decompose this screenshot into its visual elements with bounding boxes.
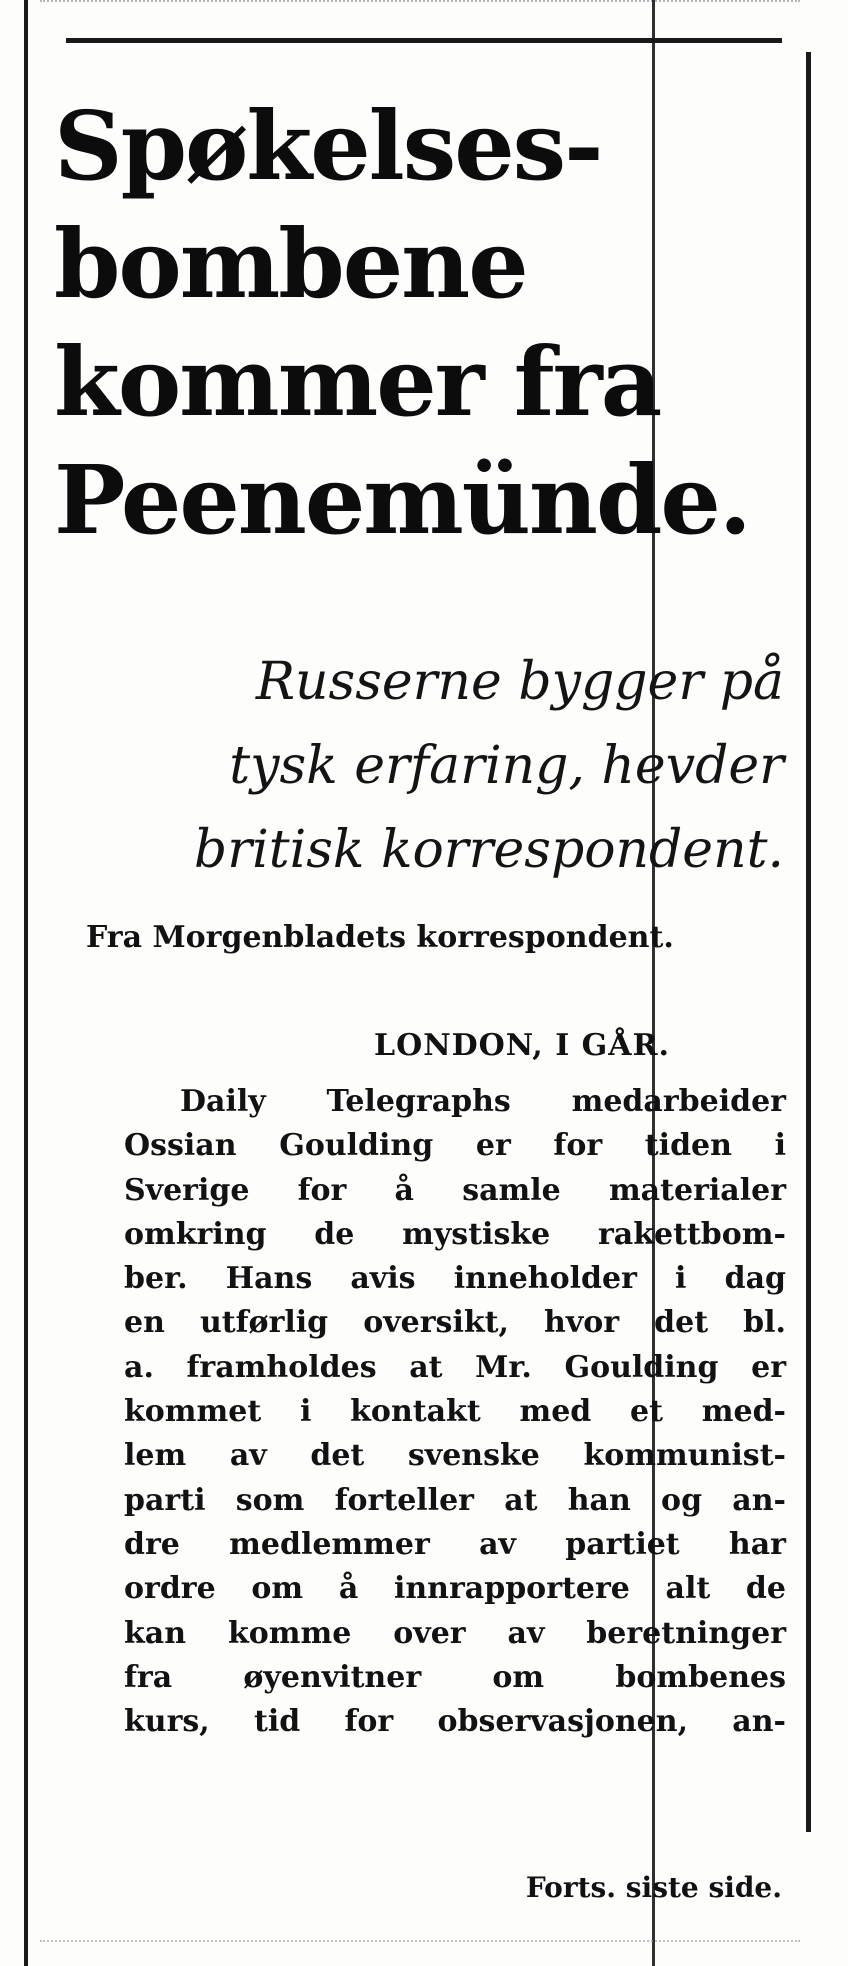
print-speckle-bottom [40,1940,800,1962]
body-line: kommet i kontakt med et med- [124,1394,786,1430]
subheadline [164,640,784,892]
right-column-rule [806,52,811,1832]
body-line: Sverige for å samle materialer [124,1172,786,1208]
dateline: LONDON, I GÅR. [374,1028,670,1063]
body-line: fra øyenvitner om bombenes [124,1659,786,1695]
body-line: kan komme over av beretninger [124,1615,786,1651]
body-line: Daily Telegraphs medarbeider [180,1084,786,1119]
body-line: a. framholdes at Mr. Goulding er [124,1349,786,1385]
body-line: parti som forteller at han og an- [124,1482,786,1518]
article-body [124,1080,786,1744]
body-line: ber. Hans avis inneholder i dag [124,1261,786,1297]
body-line: omkring de mystiske rakettbom- [124,1216,786,1252]
print-speckle-top [40,0,800,32]
body-line: ordre om å innrapportere alt de [124,1571,786,1607]
top-rule [66,38,782,43]
byline: Fra Morgenbladets korrespondent. [86,920,674,955]
continued-notice: Forts. siste side. [525,1871,782,1904]
headline-line: bombene [54,209,527,320]
headline-line: Peenemünde. [54,445,750,556]
subheadline-line: tysk erfaring, hevder [229,736,784,796]
body-line: dre medlemmer av partiet har [124,1526,786,1562]
subheadline-line: britisk korrespondent. [193,820,784,880]
subheadline-line: Russerne bygger på [255,652,784,712]
body-line: kurs, tid for observasjonen, an- [124,1704,786,1740]
headline [54,88,804,560]
body-line: en utførlig oversikt, hvor det bl. [124,1305,786,1341]
left-column-rule [24,0,28,1966]
body-line: lem av det svenske kommunist- [124,1438,786,1474]
headline-line: Spøkelses- [54,91,602,202]
body-line: Ossian Goulding er for tiden i [124,1128,786,1164]
headline-line: kommer fra [54,327,661,438]
